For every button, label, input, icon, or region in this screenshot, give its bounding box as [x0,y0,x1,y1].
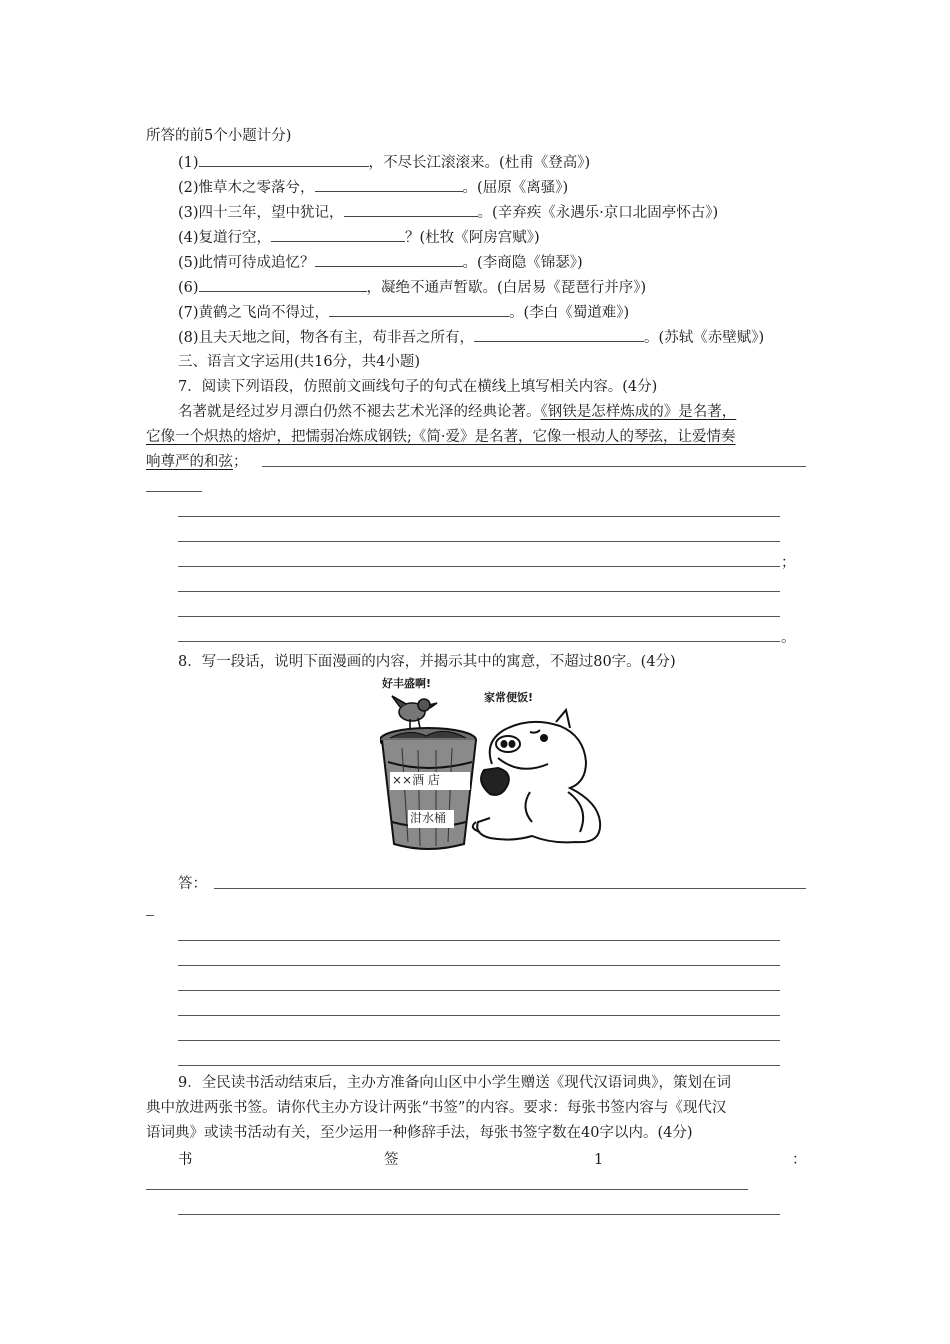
q8-answer-line[interactable] [178,1040,780,1041]
q9-prompt-line-2: 典中放进两张书签。请你代主办方设计两张“书签”的内容。要求：每张书签内容与《现代汉 [146,1100,727,1116]
answer-blank[interactable] [474,327,644,342]
q7-answer-line[interactable] [178,591,780,592]
q7-answer-line[interactable] [178,566,780,567]
q7-answer-line[interactable] [262,466,806,467]
poem-item-6: (6) ，凝绝不通声暂歇。(白居易《琵琶行并序》) [178,277,646,298]
q8-answer-line[interactable] [178,1015,780,1016]
poem-item-7: (7)黄鹤之飞尚不得过， 。(李白《蜀道难》) [178,302,629,323]
q7-semicolon: ； [781,555,796,571]
intro-text: 所答的前5个小题计分) [146,128,292,144]
section-heading: 三、语言文字运用(共16分，共4小题) [178,354,420,370]
q7-passage-line-3: 响尊严的和弦； [146,454,248,470]
answer-blank[interactable] [271,227,405,242]
q9-prompt-line-3: 语词典》或读书活动有关，至少运用一种修辞手法，每张书签字数在40字以内。(4分) [146,1125,693,1141]
bookmark-label-char-1: 书 [178,1152,193,1168]
poem-item-4: (4)复道行空， ？(杜牧《阿房宫赋》) [178,227,540,248]
q7-answer-line[interactable] [146,491,202,492]
answer-blank[interactable] [315,177,463,192]
answer-blank[interactable] [344,202,478,217]
q7-answer-line[interactable] [178,516,780,517]
q7-passage-line-1: 名著就是经过岁月漂白仍然不褪去艺术光泽的经典论著。《钢铁是怎样炼成的》是名著， [178,404,737,420]
bird-speech: 好丰盛啊! [382,677,432,690]
q9-prompt-line-1: 9．全民读书活动结束后，主办方准备向山区中小学生赠送《现代汉语词典》，策划在词 [178,1075,731,1091]
q7-answer-line[interactable] [178,641,780,642]
poem-item-3: (3)四十三年，望中犹记， 。(辛弃疾《永遇乐·京口北固亭怀古》) [178,202,718,223]
answer-blank[interactable] [329,302,509,317]
poem-item-1: (1) ，不尽长江滚滚来。(杜甫《登高》) [178,152,590,173]
q9-answer-line[interactable] [178,1214,780,1215]
bookmark-label-char-2: 签 [384,1152,399,1168]
q8-answer-line[interactable] [178,940,780,941]
q8-answer-line[interactable] [146,915,154,916]
q8-answer-line[interactable] [178,965,780,966]
poem-item-2: (2)惟草木之零落兮， 。(屈原《离骚》) [178,177,568,198]
pig-speech: 家常便饭! [484,691,534,704]
q8-answer-line[interactable] [178,990,780,991]
q7-answer-line[interactable] [178,541,780,542]
bird-figure [392,696,437,728]
q8-answer-line[interactable] [178,1065,780,1066]
answer-blank[interactable] [199,277,367,292]
answer-blank[interactable] [199,152,369,167]
poem-item-5: (5)此情可待成追忆？ 。(李商隐《锦瑟》) [178,252,583,273]
q8-prompt: 8．写一段话，说明下面漫画的内容，并揭示其中的寓意，不超过80字。(4分) [178,654,676,670]
q7-answer-line[interactable] [178,616,780,617]
bucket-label-hotel: ××酒 店 [392,773,440,787]
cartoon-image [380,672,610,854]
q8-answer-line[interactable] [214,888,806,889]
poem-item-8: (8)且夫天地之间，物各有主，苟非吾之所有， 。(苏轼《赤壁赋》) [178,327,764,348]
bucket-label-swill: 泔水桶 [410,811,447,825]
q7-period: 。 [781,630,796,646]
bookmark-number: 1 [594,1152,604,1168]
bookmark-colon: ： [792,1152,807,1168]
answer-blank[interactable] [315,252,463,267]
q8-answer-label: 答： [178,876,207,892]
q9-answer-line[interactable] [146,1189,748,1190]
pig-figure [473,710,600,842]
q7-prompt: 7．阅读下列语段，仿照前文画线句子的句式在横线上填写相关内容。(4分) [178,379,658,395]
q7-passage-line-2: 它像一个炽热的熔炉，把懦弱冶炼成钢铁;《简·爱》是名著，它像一根动人的琴弦，让爱情奏 [146,429,736,445]
